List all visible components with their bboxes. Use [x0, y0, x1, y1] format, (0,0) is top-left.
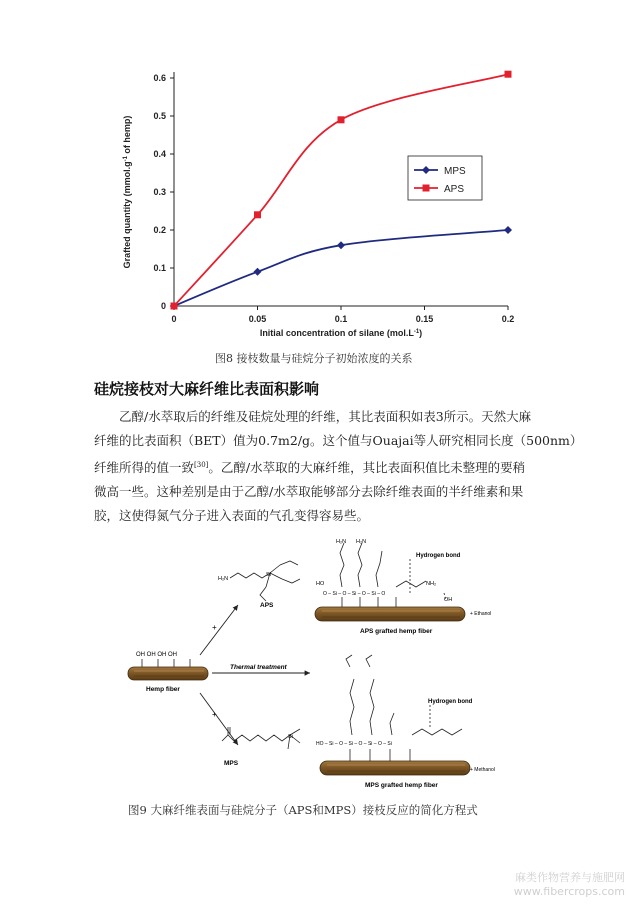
y-tick-label: 0.1 — [153, 263, 166, 273]
point-aps — [505, 71, 512, 78]
aps-oh: OH — [444, 597, 453, 603]
aps-label: APS — [260, 602, 274, 609]
y-tick-label: 0 — [160, 301, 166, 311]
point-mps — [504, 226, 512, 234]
watermark-line-2: www.fibercrops.com — [513, 885, 625, 898]
aps-graft-h2n-1: H₂N — [336, 539, 347, 545]
point-aps — [171, 303, 178, 310]
x-tick-label: 0.05 — [248, 314, 267, 324]
hydrogen-bond-2: Hydrogen bond — [428, 699, 473, 705]
paragraph-line-4: 微高一些。这种差别是由于乙醇/水萃取能够部分去除纤维表面的半纤维素和果 — [94, 484, 524, 499]
legend-label-mps: MPS — [444, 166, 466, 177]
y-axis-label: Grafted quantity ($mmol.g^{-1}$ of hemp) — [122, 115, 132, 269]
chart-svg — [112, 60, 532, 338]
y-tick-label: 0.3 — [153, 187, 166, 197]
x-tick-label: 0.1 — [334, 314, 348, 324]
point-mps — [337, 241, 345, 249]
section-heading: 硅烷接枝对大麻纤维比表面积影响 — [94, 380, 320, 398]
point-aps — [338, 116, 345, 123]
x-tick-label: 0.15 — [415, 314, 434, 324]
paragraph-line-3-post: 。乙醇/水萃取的大麻纤维，其比表面积值比未整理的要稍 — [208, 460, 526, 475]
aps-nh2: NH₂ — [426, 581, 437, 587]
mps-grafted-fiber — [316, 655, 495, 789]
hemp-fiber — [128, 652, 208, 693]
paragraph-line-3 — [94, 453, 554, 480]
point-aps — [254, 211, 261, 218]
paragraph-line-1: 乙醇/水萃取后的纤维及硅烷处理的纤维，其比表面积如表3所示。天然大麻 — [119, 409, 532, 424]
figure9-caption: 图9 大麻纤维表面与硅烷分子（APS和MPS）接枝反应的简化方程式 — [128, 803, 478, 817]
aps-graft-h2n-2: H₂N — [356, 539, 367, 545]
legend-marker-aps — [423, 185, 430, 192]
citation-ref: [30] — [194, 461, 209, 469]
legend-label-aps: APS — [444, 184, 465, 195]
mps-label: MPS — [224, 760, 239, 767]
y-tick-label: 0.2 — [153, 225, 166, 235]
mps-graft-ho-si-chain: HO – Si – O – Si – O – Si – O – Si — [316, 741, 392, 747]
plus-mps: + — [212, 710, 217, 719]
aps-molecule — [230, 561, 300, 601]
mps-si: Si — [288, 734, 293, 740]
y-tick-label: 0.6 — [153, 73, 166, 83]
thermal-treatment-label: Thermal treatment — [230, 664, 287, 671]
aps-si-chain: O – Si – O – Si – O – Si – O — [323, 591, 386, 597]
arrow-to-aps — [200, 605, 238, 655]
watermark — [514, 871, 625, 899]
methanol-label: + Methanol — [470, 767, 495, 773]
body-paragraph — [94, 405, 583, 528]
hemp-oh-groups: OH OH OH OH — [136, 652, 178, 658]
aps-ho: HO — [316, 581, 325, 587]
aps-grafted-label: APS grafted hemp fiber — [360, 628, 433, 635]
aps-h2n: H₂N — [218, 576, 229, 582]
aps-grafted-fiber — [315, 539, 491, 635]
paragraph-line-2: 纤维的比表面积（BET）值为0.7m2/g。这个值与Ouajai等人研究相同长度（500nm） — [94, 433, 583, 448]
x-tick-label: 0.2 — [501, 314, 515, 324]
point-mps — [254, 268, 262, 276]
y-tick-label: 0.5 — [153, 111, 166, 121]
hydrogen-bond-1: Hydrogen bond — [416, 553, 461, 559]
paragraph-line-3-pre: 纤维所得的值一致 — [94, 460, 195, 475]
y-tick-label: 0.4 — [153, 149, 166, 159]
x-tick-label: 0 — [171, 314, 177, 324]
paragraph-line-5: 胶，这使得氮气分子进入表面的气孔变得容易些。 — [94, 508, 370, 523]
x-axis-label: Initial concentration of silane $(mol.L^{-1})$ — [259, 328, 423, 338]
plus-aps: + — [212, 623, 217, 632]
aps-si: Si — [266, 572, 271, 578]
arrow-to-mps — [200, 693, 238, 745]
hemp-fiber-label: Hemp fiber — [146, 686, 180, 693]
mps-grafted-label: MPS grafted hemp fiber — [365, 782, 438, 789]
figure8-caption: 图8 接枝数量与硅烷分子初始浓度的关系 — [215, 352, 413, 365]
reaction-scheme — [120, 535, 540, 795]
watermark-line-1: 麻类作物营养与施肥网 — [515, 871, 625, 884]
grafted-quantity-chart — [112, 60, 532, 360]
ethanol-label: + Ethanol — [470, 611, 492, 617]
